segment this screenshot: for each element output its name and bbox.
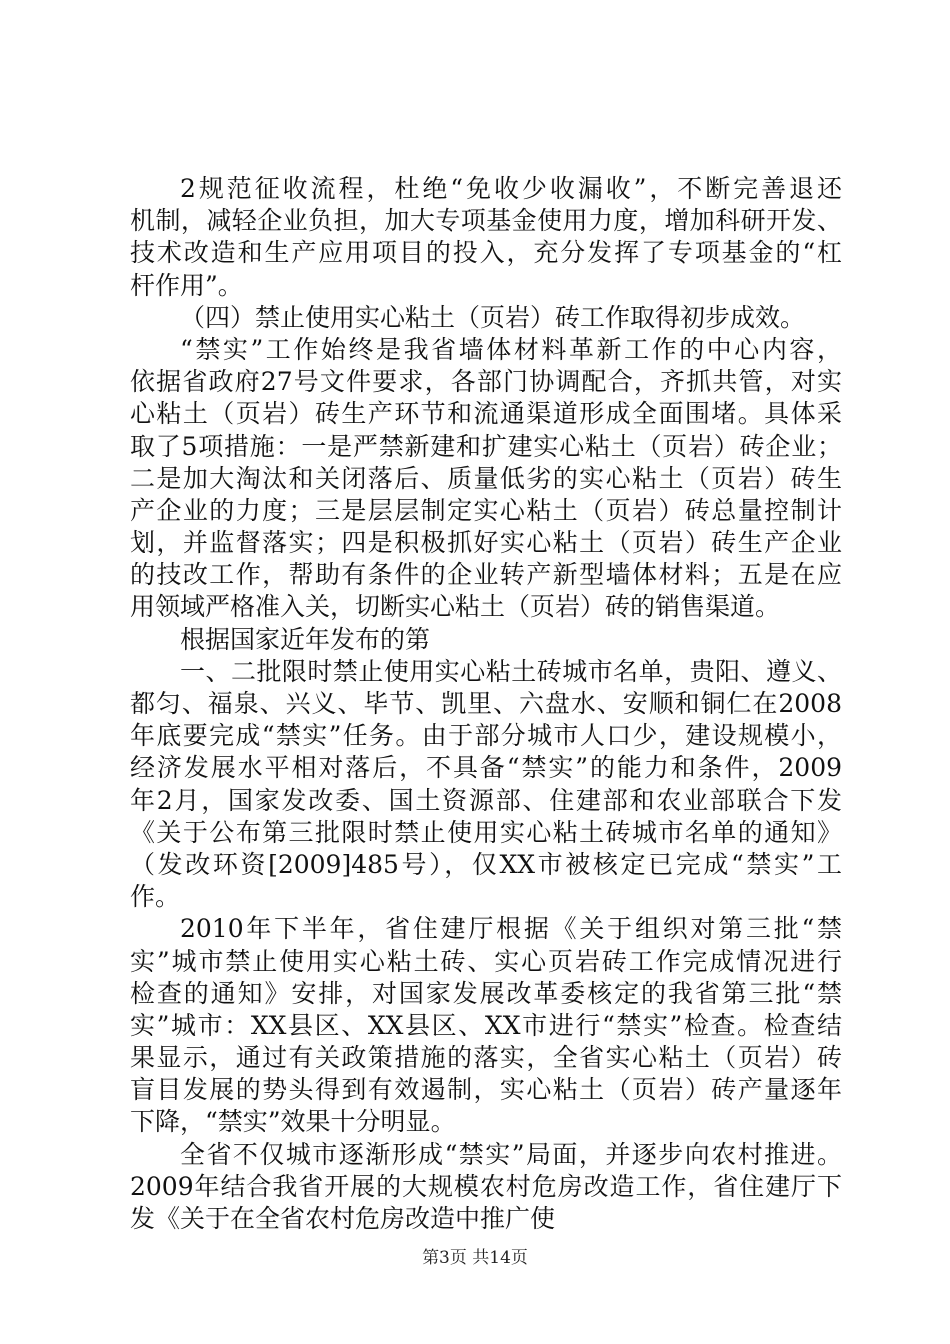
- text-line: 依据省政府27号文件要求，各部门协调配合，齐抓共管，对实: [130, 367, 842, 397]
- text-line: 技术改造和生产应用项目的投入，充分发挥了专项基金的“杠: [130, 238, 842, 268]
- text-line: 实”城市禁止使用实心粘土砖、实心页岩砖工作完成情况进行: [130, 946, 842, 976]
- text-line: 用领域严格准入关，切断实心粘土（页岩）砖的销售渠道。: [130, 592, 781, 622]
- text-line: 划，并监督落实；四是积极抓好实心粘土（页岩）砖生产企业: [130, 528, 842, 558]
- text-line: 《关于公布第三批限时禁止使用实心粘土砖城市名单的通知》: [130, 817, 842, 847]
- text-line: 杆作用”。: [130, 270, 243, 300]
- text-line: 机制，减轻企业负担，加大专项基金使用力度，增加科研开发、: [130, 206, 842, 236]
- text-line: 产企业的力度；三是层层制定实心粘土（页岩）砖总量控制计: [130, 495, 842, 525]
- text-line: 检查的通知》安排，对国家发展改革委核定的我省第三批“禁: [130, 978, 842, 1008]
- text-line: 一、二批限时禁止使用实心粘土砖城市名单，贵阳、遵义、: [180, 656, 842, 686]
- text-line: 果显示，通过有关政策措施的落实，全省实心粘土（页岩）砖: [130, 1043, 842, 1073]
- text-line: 下降，“禁实”效果十分明显。: [130, 1107, 456, 1137]
- document-body: [130, 173, 842, 1235]
- text-line: 的技改工作，帮助有条件的企业转产新型墙体材料；五是在应: [130, 560, 842, 590]
- text-line: 2规范征收流程，杜绝“免收少收漏收”，不断完善退还: [180, 174, 842, 203]
- text-line: “禁实”工作始终是我省墙体材料革新工作的中心内容，: [180, 334, 842, 364]
- page-number-footer: 第3页 共14页: [422, 1248, 528, 1268]
- text-line: 全省不仅城市逐渐形成“禁实”局面，并逐步向农村推进。: [180, 1139, 842, 1169]
- text-line: 年2月，国家发改委、国土资源部、住建部和农业部联合下发: [130, 785, 842, 815]
- text-line: 二是加大淘汰和关闭落后、质量低劣的实心粘土（页岩）砖生: [130, 463, 842, 493]
- text-line: 心粘土（页岩）砖生产环节和流通渠道形成全面围堵。具体采: [130, 399, 842, 429]
- text-line: 实”城市：XX县区、XX县区、XX市进行“禁实”检查。检查结: [130, 1010, 842, 1040]
- text-line: 都匀、福泉、兴义、毕节、凯里、六盘水、安顺和铜仁在2008: [130, 689, 842, 718]
- text-line: 2009年结合我省开展的大规模农村危房改造工作，省住建厅下: [130, 1171, 842, 1201]
- text-line: 根据国家近年发布的第: [180, 624, 431, 654]
- text-line: 发《关于在全省农村危房改造中推广使: [130, 1204, 556, 1233]
- section-heading: （四）禁止使用实心粘土（页岩）砖工作取得初步成效。: [180, 302, 806, 332]
- text-line: （发改环资[2009]485号），仅XX市被核定已完成“禁实”工: [130, 849, 842, 879]
- text-line: 经济发展水平相对落后，不具备“禁实”的能力和条件，2009: [130, 753, 842, 783]
- text-line: 取了5项措施：一是严禁新建和扩建实心粘土（页岩）砖企业；: [130, 431, 842, 461]
- text-line: 2010年下半年，省住建厅根据《关于组织对第三批“禁: [180, 914, 842, 944]
- text-line: 盲目发展的势头得到有效遏制，实心粘土（页岩）砖产量逐年: [130, 1075, 842, 1105]
- text-line: 作。: [130, 882, 181, 912]
- text-line: 年底要完成“禁实”任务。由于部分城市人口少，建设规模小，: [130, 721, 842, 751]
